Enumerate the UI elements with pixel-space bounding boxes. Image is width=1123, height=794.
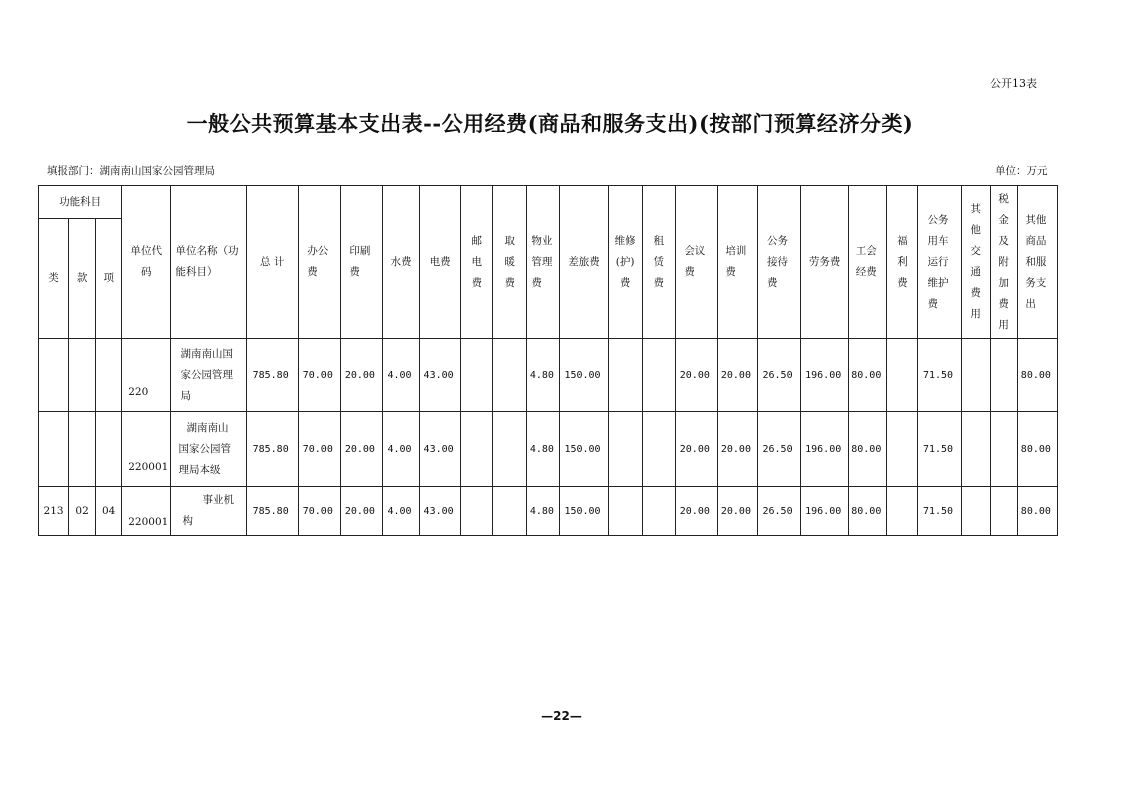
cell-heat xyxy=(493,339,527,412)
cell-reception: 26.50 xyxy=(757,412,800,487)
cell-training: 20.00 xyxy=(717,339,757,412)
cell-tax xyxy=(990,339,1017,412)
cell-code: 220001 xyxy=(122,487,171,536)
header-labor: 劳务费 xyxy=(801,186,849,339)
header-rent: 租赁费 xyxy=(642,186,675,339)
cell-meeting: 20.00 xyxy=(675,412,717,487)
cell-welfare xyxy=(887,487,918,536)
header-union: 工会经费 xyxy=(849,186,887,339)
header-training: 培训费 xyxy=(717,186,757,339)
header-power: 电费 xyxy=(420,186,461,339)
header-reception: 公务接待费 xyxy=(757,186,800,339)
cell-office: 70.00 xyxy=(298,339,340,412)
page-title: 一般公共预算基本支出表--公用经费(商品和服务支出)(按部门预算经济分类) xyxy=(186,111,914,136)
header-travel: 差旅费 xyxy=(560,186,608,339)
cell-name: 事业机构 xyxy=(171,487,246,536)
cell-welfare xyxy=(887,412,918,487)
header-office: 办公费 xyxy=(298,186,340,339)
cell-kuan xyxy=(69,339,96,412)
cell-code: 220001 xyxy=(122,412,171,487)
cell-post xyxy=(461,412,493,487)
cell-post xyxy=(461,339,493,412)
header-post: 邮电费 xyxy=(461,186,493,339)
header-heat: 取暖费 xyxy=(493,186,527,339)
cell-rent xyxy=(642,487,675,536)
cell-total: 785.80 xyxy=(246,487,298,536)
cell-labor: 196.00 xyxy=(801,339,849,412)
header-xiang: 项 xyxy=(96,219,122,339)
cell-kuan xyxy=(69,412,96,487)
cell-meeting: 20.00 xyxy=(675,339,717,412)
cell-code: 220 xyxy=(122,339,171,412)
cell-travel: 150.00 xyxy=(560,339,608,412)
cell-tax xyxy=(990,412,1017,487)
cell-repair xyxy=(608,339,642,412)
cell-total: 785.80 xyxy=(246,412,298,487)
cell-print: 20.00 xyxy=(340,412,382,487)
cell-water: 4.00 xyxy=(382,412,419,487)
cell-training: 20.00 xyxy=(717,487,757,536)
cell-power: 43.00 xyxy=(420,339,461,412)
cell-training: 20.00 xyxy=(717,412,757,487)
header-print: 印刷费 xyxy=(340,186,382,339)
cell-heat xyxy=(493,412,527,487)
cell-vehicle: 71.50 xyxy=(918,339,961,412)
cell-union: 80.00 xyxy=(849,339,887,412)
cell-power: 43.00 xyxy=(420,412,461,487)
header-water: 水费 xyxy=(382,186,419,339)
cell-reception: 26.50 xyxy=(757,487,800,536)
cell-other: 80.00 xyxy=(1017,487,1057,536)
cell-rent xyxy=(642,339,675,412)
cell-welfare xyxy=(887,339,918,412)
header-lei: 类 xyxy=(39,219,69,339)
cell-total: 785.80 xyxy=(246,339,298,412)
cell-water: 4.00 xyxy=(382,487,419,536)
cell-heat xyxy=(493,487,527,536)
cell-office: 70.00 xyxy=(298,487,340,536)
header-welfare: 福利费 xyxy=(887,186,918,339)
cell-labor: 196.00 xyxy=(801,412,849,487)
cell-other: 80.00 xyxy=(1017,412,1057,487)
cell-transport xyxy=(961,339,990,412)
cell-power: 43.00 xyxy=(420,487,461,536)
cell-travel: 150.00 xyxy=(560,487,608,536)
cell-tax xyxy=(990,487,1017,536)
expenditure-table xyxy=(38,185,1058,536)
cell-property: 4.80 xyxy=(527,487,560,536)
cell-xiang xyxy=(96,339,122,412)
unit-label: 单位：万元 xyxy=(995,165,1048,177)
cell-transport xyxy=(961,487,990,536)
header-total: 总 计 xyxy=(246,186,298,339)
cell-other: 80.00 xyxy=(1017,339,1057,412)
cell-name: 湖南南山国家公园管理局本级 xyxy=(171,412,246,487)
cell-xiang xyxy=(96,412,122,487)
cell-name: 湖南南山国家公园管理局 xyxy=(171,339,246,412)
header-func-group: 功能科目 xyxy=(39,186,122,219)
cell-lei xyxy=(39,412,69,487)
table-row xyxy=(39,487,1058,536)
cell-post xyxy=(461,487,493,536)
cell-print: 20.00 xyxy=(340,487,382,536)
cell-transport xyxy=(961,412,990,487)
cell-property: 4.80 xyxy=(527,412,560,487)
cell-travel: 150.00 xyxy=(560,412,608,487)
cell-union: 80.00 xyxy=(849,412,887,487)
header-property: 物业管理费 xyxy=(527,186,560,339)
cell-vehicle: 71.50 xyxy=(918,487,961,536)
cell-water: 4.00 xyxy=(382,339,419,412)
cell-property: 4.80 xyxy=(527,339,560,412)
header-tax: 税金及附加费用 xyxy=(990,186,1017,339)
header-row-1 xyxy=(39,186,1058,219)
cell-office: 70.00 xyxy=(298,412,340,487)
cell-lei xyxy=(39,339,69,412)
reporting-department: 填报部门：湖南南山国家公园管理局 xyxy=(47,165,215,177)
cell-labor: 196.00 xyxy=(801,487,849,536)
table-row xyxy=(39,339,1058,412)
table-number: 公开13表 xyxy=(990,77,1037,90)
cell-vehicle: 71.50 xyxy=(918,412,961,487)
cell-meeting: 20.00 xyxy=(675,487,717,536)
cell-print: 20.00 xyxy=(340,339,382,412)
cell-repair xyxy=(608,412,642,487)
cell-rent xyxy=(642,412,675,487)
page-number: —22— xyxy=(541,709,582,723)
cell-kuan: 02 xyxy=(69,487,96,536)
header-name: 单位名称（功能科目） xyxy=(171,186,246,339)
header-vehicle: 公务用车运行维护费 xyxy=(918,186,961,339)
header-code: 单位代码 xyxy=(122,186,171,339)
table-row xyxy=(39,412,1058,487)
header-transport: 其他交通费用 xyxy=(961,186,990,339)
cell-union: 80.00 xyxy=(849,487,887,536)
cell-lei: 213 xyxy=(39,487,69,536)
header-meeting: 会议费 xyxy=(675,186,717,339)
header-kuan: 款 xyxy=(69,219,96,339)
cell-repair xyxy=(608,487,642,536)
header-repair: 维修(护)费 xyxy=(608,186,642,339)
header-other: 其他商品和服务支出 xyxy=(1017,186,1057,339)
cell-xiang: 04 xyxy=(96,487,122,536)
cell-reception: 26.50 xyxy=(757,339,800,412)
